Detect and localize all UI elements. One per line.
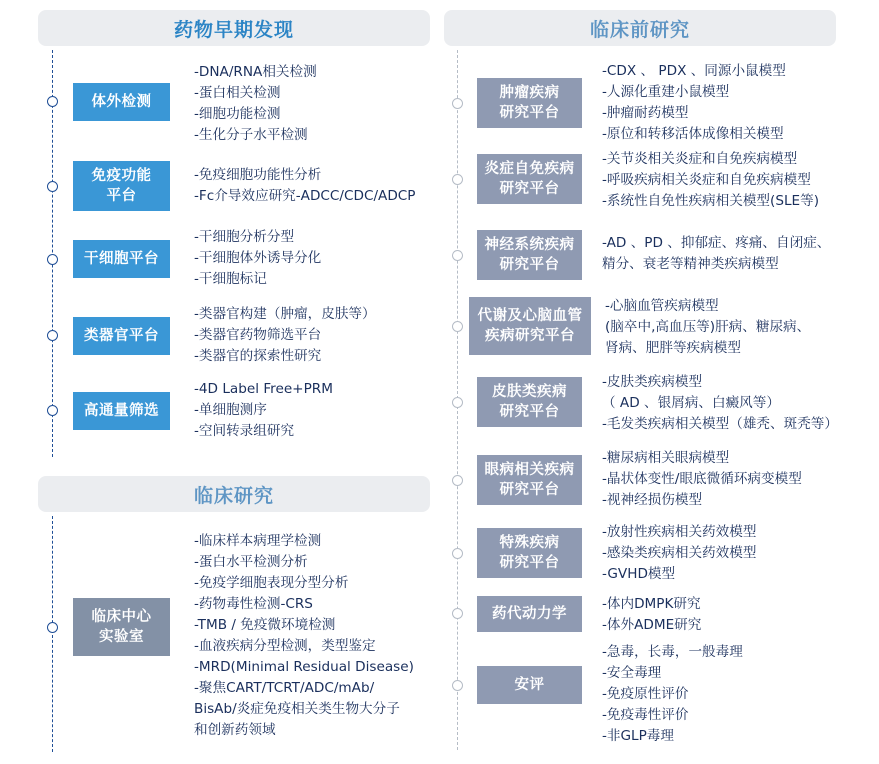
list-item: -糖尿病相关眼病模型: [602, 450, 730, 466]
list-item: -毛发类疾病相关模型（雄秃、斑秃等）: [602, 416, 838, 432]
list-item: -TMB / 免疫微环境检测: [194, 617, 336, 633]
list-item: -原位和转移活体成像相关模型: [602, 126, 784, 142]
platform-items: [602, 233, 830, 275]
section-header-clinical-research: 临床研究: [38, 476, 430, 512]
platform-items: [602, 372, 838, 435]
list-item: -干细胞分析分型: [194, 229, 295, 245]
list-item: -免疫学细胞表现分型分析: [194, 575, 349, 591]
platform-dermatology[interactable]: 皮肤类疾病 研究平台: [477, 377, 582, 427]
list-item: -晶状体变性/眼底微循环病变模型: [602, 471, 802, 487]
timeline-node: [47, 181, 58, 192]
list-item: -聚焦CART/TCRT/ADC/mAb/: [194, 680, 375, 696]
list-item: -皮肤类疾病模型: [602, 374, 703, 390]
list-item: -心脑血管疾病模型: [605, 298, 719, 314]
list-item: -单细胞测序: [194, 402, 267, 418]
list-item: -免疫细胞功能性分析: [194, 167, 322, 183]
platform-items: [602, 522, 756, 585]
platform-high-throughput-screening[interactable]: 高通量筛选: [73, 392, 170, 430]
platform-stem-cell[interactable]: 干细胞平台: [73, 240, 170, 278]
platform-neurology[interactable]: 神经系统疾病 研究平台: [477, 230, 582, 280]
list-item: -GVHD模型: [602, 566, 676, 582]
platform-ophthalmology[interactable]: 眼病相关疾病 研究平台: [477, 455, 582, 505]
list-item: -关节炎相关炎症和自免疾病模型: [602, 151, 798, 167]
timeline-node: [452, 475, 463, 486]
timeline-clinical-research: [52, 516, 53, 752]
list-item: -血液疾病分型检测，类型鉴定: [194, 638, 376, 654]
timeline-node: [452, 250, 463, 261]
platform-metabolic-cardiovascular[interactable]: 代谢及心脑血管 疾病研究平台: [469, 297, 591, 355]
platform-items: [602, 149, 819, 212]
list-item: -人源化重建小鼠模型: [602, 84, 730, 100]
list-item: -呼吸疾病相关炎症和自免疾病模型: [602, 172, 811, 188]
list-item: -类器官的探索性研究: [194, 348, 322, 364]
list-item: -AD 、PD 、抑郁症、疼痛、自闭症、: [602, 235, 831, 251]
platform-items: [602, 448, 802, 511]
platform-clinical-central-lab[interactable]: 临床中心 实验室: [73, 598, 170, 656]
list-item: -非GLP毒理: [602, 728, 674, 744]
platform-items: [602, 61, 786, 145]
timeline-node: [452, 98, 463, 109]
timeline-node: [452, 321, 463, 332]
platform-safety-evaluation[interactable]: 安评: [477, 666, 582, 704]
list-item: -蛋白相关检测: [194, 85, 281, 101]
timeline-node: [452, 174, 463, 185]
platform-items: [194, 227, 321, 290]
platform-items: [194, 62, 317, 146]
platform-organoid[interactable]: 类器官平台: [73, 317, 170, 355]
platform-immune-function[interactable]: 免疫功能 平台: [73, 161, 170, 211]
platform-items: [194, 379, 333, 442]
timeline-node: [47, 622, 58, 633]
timeline-node: [47, 405, 58, 416]
platform-pharmacokinetics[interactable]: 药代动力学: [477, 596, 582, 632]
platform-items: [602, 594, 701, 636]
list-item: -MRD(Minimal Residual Disease): [194, 659, 414, 675]
list-item: 和创新药领域: [194, 722, 276, 738]
platform-items: [194, 304, 376, 367]
timeline-node: [47, 254, 58, 265]
platform-in-vitro-testing[interactable]: 体外检测: [73, 83, 170, 121]
platform-oncology[interactable]: 肿瘤疾病 研究平台: [477, 78, 582, 128]
list-item: -细胞功能检测: [194, 106, 281, 122]
list-item: -类器官药物筛选平台: [194, 327, 322, 343]
timeline-node: [452, 548, 463, 559]
list-item: -干细胞标记: [194, 271, 267, 287]
list-item: -干细胞体外诱导分化: [194, 250, 322, 266]
list-item: -4D Label Free+PRM: [194, 381, 333, 397]
platform-items: [194, 165, 415, 207]
list-item: -临床样本病理学检测: [194, 533, 322, 549]
list-item: -免疫原性评价: [602, 686, 689, 702]
platform-items: [605, 296, 810, 359]
timeline-node: [452, 608, 463, 619]
list-item: -DNA/RNA相关检测: [194, 64, 317, 80]
list-item: -空间转录组研究: [194, 423, 295, 439]
list-item: -CDX 、 PDX 、同源小鼠模型: [602, 63, 786, 79]
platform-items: [194, 531, 414, 741]
timeline-node: [452, 680, 463, 691]
timeline-node: [47, 330, 58, 341]
list-item: -安全毒理: [602, 665, 662, 681]
timeline-node: [452, 397, 463, 408]
list-item: -视神经损伤模型: [602, 492, 703, 508]
list-item: -生化分子水平检测: [194, 127, 308, 143]
platform-special-diseases[interactable]: 特殊疾病 研究平台: [477, 528, 582, 578]
list-item: -药物毒性检测-CRS: [194, 596, 313, 612]
list-item: -体外ADME研究: [602, 617, 702, 633]
list-item: -感染类疾病相关药效模型: [602, 545, 757, 561]
list-item: -类器官构建（肿瘤，皮肤等）: [194, 306, 376, 322]
list-item: -肿瘤耐药模型: [602, 105, 689, 121]
platform-items: [602, 642, 743, 747]
section-header-preclinical: 临床前研究: [444, 10, 836, 46]
list-item: -蛋白水平检测分析: [194, 554, 308, 570]
list-item: -Fc介导效应研究-ADCC/CDC/ADCP: [194, 188, 416, 204]
list-item: -急毒，长毒，一般毒理: [602, 644, 743, 660]
list-item: -免疫毒性评价: [602, 707, 689, 723]
platform-inflammation-autoimmune[interactable]: 炎症自免疾病 研究平台: [477, 154, 582, 204]
list-item: 肾病、肥胖等疾病模型: [605, 340, 741, 356]
list-item: -放射性疾病相关药效模型: [602, 524, 757, 540]
list-item: BisAb/炎症免疫相关类生物大分子: [194, 701, 400, 717]
section-header-early-discovery: 药物早期发现: [38, 10, 430, 46]
list-item: （ AD 、银屑病、白癜风等）: [602, 395, 780, 411]
list-item: -体内DMPK研究: [602, 596, 701, 612]
list-item: 精分、衰老等精神类疾病模型: [602, 256, 779, 272]
list-item: -系统性自免性疾病相关模型(SLE等): [602, 193, 820, 209]
timeline-node: [47, 96, 58, 107]
list-item: (脑卒中,高血压等)肝病、糖尿病、: [605, 319, 811, 335]
